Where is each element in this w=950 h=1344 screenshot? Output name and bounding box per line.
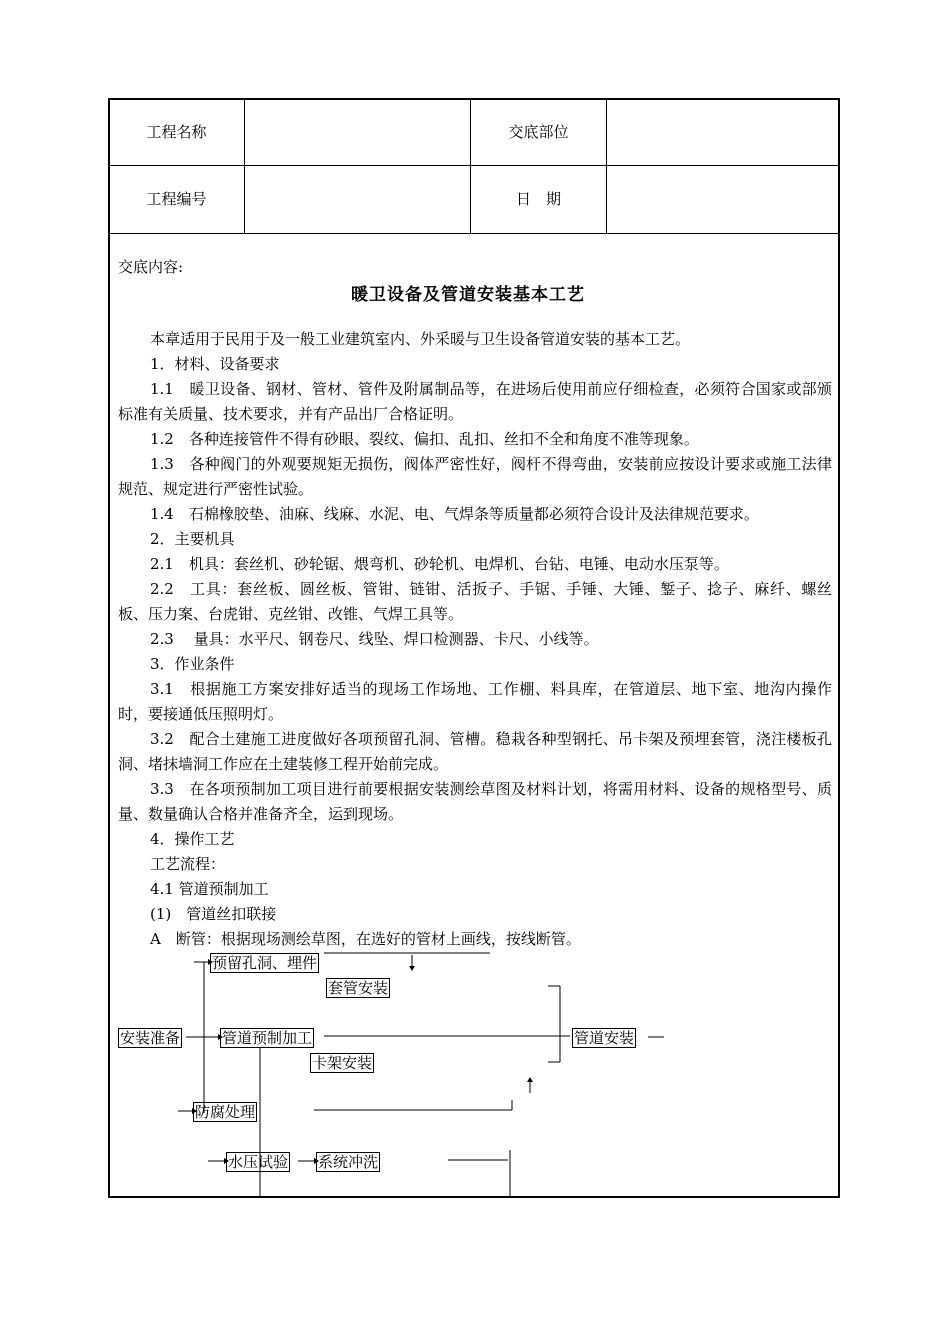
flow-step-pressure-test: 水压试验	[228, 1153, 289, 1171]
flow-step-reserve-holes: 预留孔洞、埋件	[212, 954, 318, 972]
paragraph: 1.1 暖卫设备、钢材、管材、管件及附属制品等，在进场后使用前应仔细检查，必须符合国家或部颁标准有关质量、技术要求，并有产品出厂合格证明。	[118, 380, 832, 423]
paragraph: 1.4 石棉橡胶垫、油麻、线麻、水泥、电、气焊条等质量都必须符合设计及法律规范要求。	[150, 505, 759, 523]
paragraph: (1) 管道丝扣联接	[150, 905, 277, 923]
paragraph: 2.1 机具：套丝机、砂轮锯、煨弯机、砂轮机、电焊机、台钻、电锤、电动水压泵等。	[150, 555, 729, 573]
paragraph: 1.3 各种阀门的外观要规矩无损伤，阀体严密性好，阀杆不得弯曲，安装前应按设计要求或施工法律规范、规定进行严密性试验。	[118, 455, 832, 498]
doc-title: 暖卫设备及管道安装基本工艺	[351, 285, 585, 305]
part-label: 交底部位	[508, 123, 569, 141]
flow-step-preparation: 安装准备	[120, 1029, 181, 1047]
paragraph: 3.3 在各项预制加工项目进行前要根据安装测绘草图及材料计划，将需用材料、设备的规格型号、质量、数量确认合格并准备齐全，运到现场。	[118, 780, 832, 823]
paragraph: 3.1 根据施工方案安排好适当的现场工作场地、工作棚、料具库，在管道层、地下室、地沟内操作时，要接通低压照明灯。	[118, 680, 832, 723]
paragraph: 3.2 配合土建施工进度做好各项预留孔洞、管槽。稳栽各种型钢托、吊卡架及预埋套管，浇注楼板孔洞、堵抹墙洞工作应在土建装修工程开始前完成。	[118, 730, 832, 773]
paragraph: 4.1 管道预制加工	[150, 880, 269, 898]
flow-step-flushing: 系统冲洗	[318, 1153, 379, 1171]
paragraph: 1.2 各种连接管件不得有砂眼、裂纹、偏扣、乱扣、丝扣不全和角度不准等现象。	[150, 430, 699, 448]
project-name-label: 工程名称	[146, 123, 207, 141]
paragraph: A 断管：根据现场测绘草图，在选好的管材上画线，按线断管。	[150, 930, 581, 948]
flow-step-anticorrosion: 防腐处理	[195, 1103, 256, 1121]
flow-step-bracket-install: 卡架安装	[312, 1054, 373, 1072]
paragraph: 2.2 工具：套丝板、圆丝板、管钳、链钳、活扳子、手锯、手锤、大锤、錾子、捻子、麻纤、螺丝板、压力案、台虎钳、克丝钳、改锥、气焊工具等。	[118, 580, 832, 623]
flow-step-sleeve-install: 套管安装	[328, 979, 389, 997]
section-heading: 2．主要机具	[150, 530, 235, 548]
section-heading: 4．操作工艺	[150, 830, 235, 848]
flow-step-prefabrication: 管道预制加工	[222, 1029, 313, 1047]
intro-paragraph: 本章适用于民用于及一般工业建筑室内、外采暖与卫生设备管道安装的基本工艺。	[150, 330, 691, 348]
section-heading: 3．作业条件	[150, 655, 235, 673]
date-label: 日 期	[515, 190, 561, 208]
flow-step-pipe-install: 管道安装	[574, 1029, 635, 1047]
content-label: 交底内容:	[118, 258, 184, 276]
paragraph: 工艺流程：	[150, 855, 226, 873]
paragraph: 2.3 量具：水平尺、钢卷尺、线坠、焊口检测器、卡尺、小线等。	[150, 630, 599, 648]
project-no-label: 工程编号	[146, 190, 207, 208]
section-heading: 1．材料、设备要求	[150, 355, 280, 373]
